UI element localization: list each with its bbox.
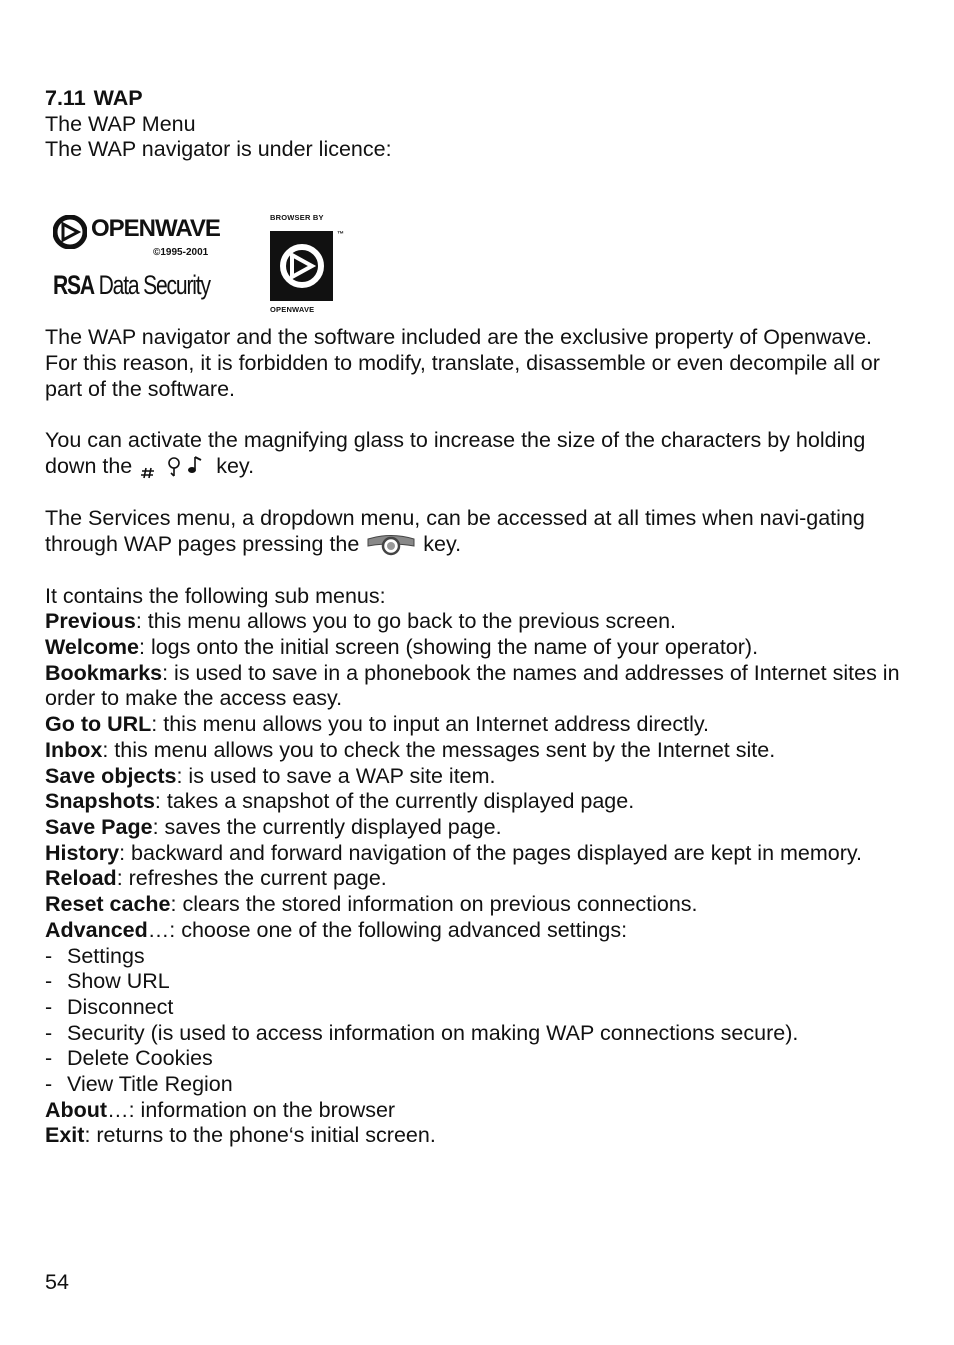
- hash-magnify-note-key-icon: [138, 454, 210, 480]
- services-paragraph: [45, 506, 905, 557]
- advanced-setting-item: [45, 1046, 905, 1072]
- document-page: [45, 86, 905, 1149]
- openwave-rsa-logo: [53, 213, 233, 313]
- advanced-setting-label: Settings: [67, 943, 145, 968]
- list-item: [45, 635, 905, 661]
- magnify-paragraph: [45, 428, 905, 480]
- menu-term: Go to URL: [45, 712, 152, 737]
- rsa-rest: Data Security: [93, 270, 210, 301]
- menu-term: Save Page: [45, 814, 153, 839]
- advanced-setting-item: [45, 995, 905, 1021]
- browser-by-openwave-logo: [269, 213, 349, 325]
- menu-desc: : this menu allows you to input an Internet address directly.: [151, 712, 709, 737]
- list-item: [45, 1098, 905, 1124]
- menu-desc: : takes a snapshot of the currently displayed page.: [154, 789, 635, 814]
- menu-term: Bookmarks: [45, 660, 163, 685]
- list-item: [45, 712, 905, 738]
- list-dash: -: [45, 1046, 53, 1071]
- section-title: WAP: [93, 86, 143, 110]
- advanced-setting-label: Show URL: [67, 969, 170, 994]
- advanced-setting-label: Delete Cookies: [67, 1046, 213, 1071]
- list-item: [45, 892, 905, 918]
- list-item: [45, 661, 905, 712]
- licence-logos: [45, 213, 905, 325]
- section-number: 7.11: [45, 86, 86, 110]
- menu-term: Inbox: [45, 737, 103, 762]
- list-item: [45, 1123, 905, 1149]
- submenu-list: [45, 609, 905, 1149]
- menu-desc: : refreshes the current page.: [116, 866, 387, 891]
- list-item: [45, 738, 905, 764]
- menu-desc: …: information on the browser: [107, 1097, 396, 1122]
- list-dash: -: [45, 1020, 53, 1045]
- menu-desc: : is used to save in a phonebook the names and addresses of Internet sites in order to make the access easy.: [45, 660, 900, 711]
- advanced-setting-item: [45, 1021, 905, 1047]
- intro-line-2: The WAP navigator is under licence:: [45, 137, 392, 162]
- menu-desc: : saves the currently displayed page.: [152, 814, 502, 839]
- intro-line-1: The WAP Menu: [45, 111, 196, 136]
- list-item: [45, 764, 905, 790]
- list-item: [45, 789, 905, 815]
- menu-term: History: [45, 840, 120, 865]
- advanced-setting-label: Disconnect: [67, 994, 174, 1019]
- menu-desc: : this menu allows you to go back to the previous screen.: [135, 609, 677, 634]
- list-item: [45, 918, 905, 944]
- advanced-setting-label: Security (is used to access information on making WAP connections secure).: [67, 1020, 799, 1045]
- menu-desc: : this menu allows you to check the messages sent by the Internet site.: [102, 737, 776, 762]
- list-item: [45, 609, 905, 635]
- menu-term: Exit: [45, 1123, 85, 1148]
- menu-term: Previous: [45, 609, 136, 634]
- menu-desc: : is used to save a WAP site item.: [176, 763, 496, 788]
- list-item: [45, 815, 905, 841]
- openwave-small-label: OPENWAVE: [270, 305, 315, 315]
- section-heading: [45, 86, 905, 112]
- magnify-text-before: You can activate the magnifying glass to increase the size of the characters by holding down the: [45, 428, 866, 478]
- magnify-text-after: key.: [210, 453, 255, 478]
- list-item: [45, 841, 905, 867]
- menu-term: Reset cache: [45, 892, 171, 917]
- list-dash: -: [45, 994, 53, 1019]
- menu-term: About: [45, 1097, 108, 1122]
- openwave-wordmark: OPENWAVE: [91, 215, 220, 243]
- list-item: [45, 866, 905, 892]
- openwave-mark-icon: [53, 215, 87, 249]
- menu-term: Advanced: [45, 917, 148, 942]
- services-text-before: The Services menu, a dropdown menu, can be accessed at all times when navi-gating through WAP pages pressing the: [45, 506, 865, 556]
- openwave-badge-icon: [270, 231, 333, 301]
- menu-term: Welcome: [45, 635, 139, 660]
- menu-term: Reload: [45, 866, 117, 891]
- advanced-setting-item: [45, 969, 905, 995]
- rsa-wordmark: [53, 269, 210, 301]
- menu-desc: : logs onto the initial screen (showing the name of your operator).: [139, 635, 759, 660]
- submenus-intro: It contains the following sub menus:: [45, 583, 386, 608]
- trademark-mark: ™: [337, 231, 344, 239]
- menu-term: Save objects: [45, 763, 177, 788]
- menu-desc: : backward and forward navigation of the pages displayed are kept in memory.: [119, 840, 863, 865]
- list-dash: -: [45, 1072, 53, 1097]
- browser-by-label: BROWSER BY: [270, 213, 324, 223]
- advanced-setting-item: [45, 944, 905, 970]
- menu-desc: : returns to the phone‘s initial screen.: [84, 1123, 436, 1148]
- menu-term: Snapshots: [45, 789, 155, 814]
- page-number: 54: [45, 1270, 69, 1294]
- navigation-key-icon: [365, 533, 417, 557]
- advanced-setting-label: View Title Region: [67, 1072, 233, 1097]
- openwave-copyright: ©1995-2001: [153, 247, 209, 259]
- property-paragraph: The WAP navigator and the software included are the exclusive property of Openwave. For this reason, it is forbidden to modify, translate, disassemble or even decompile all or part of the software.: [45, 325, 880, 401]
- advanced-setting-item: [45, 1072, 905, 1098]
- menu-desc: : clears the stored information on previous connections.: [170, 892, 698, 917]
- services-text-after: key.: [417, 531, 462, 556]
- list-dash: -: [45, 969, 53, 994]
- rsa-bold: RSA: [53, 270, 94, 301]
- list-dash: -: [45, 943, 53, 968]
- menu-desc: …: choose one of the following advanced settings:: [147, 917, 628, 942]
